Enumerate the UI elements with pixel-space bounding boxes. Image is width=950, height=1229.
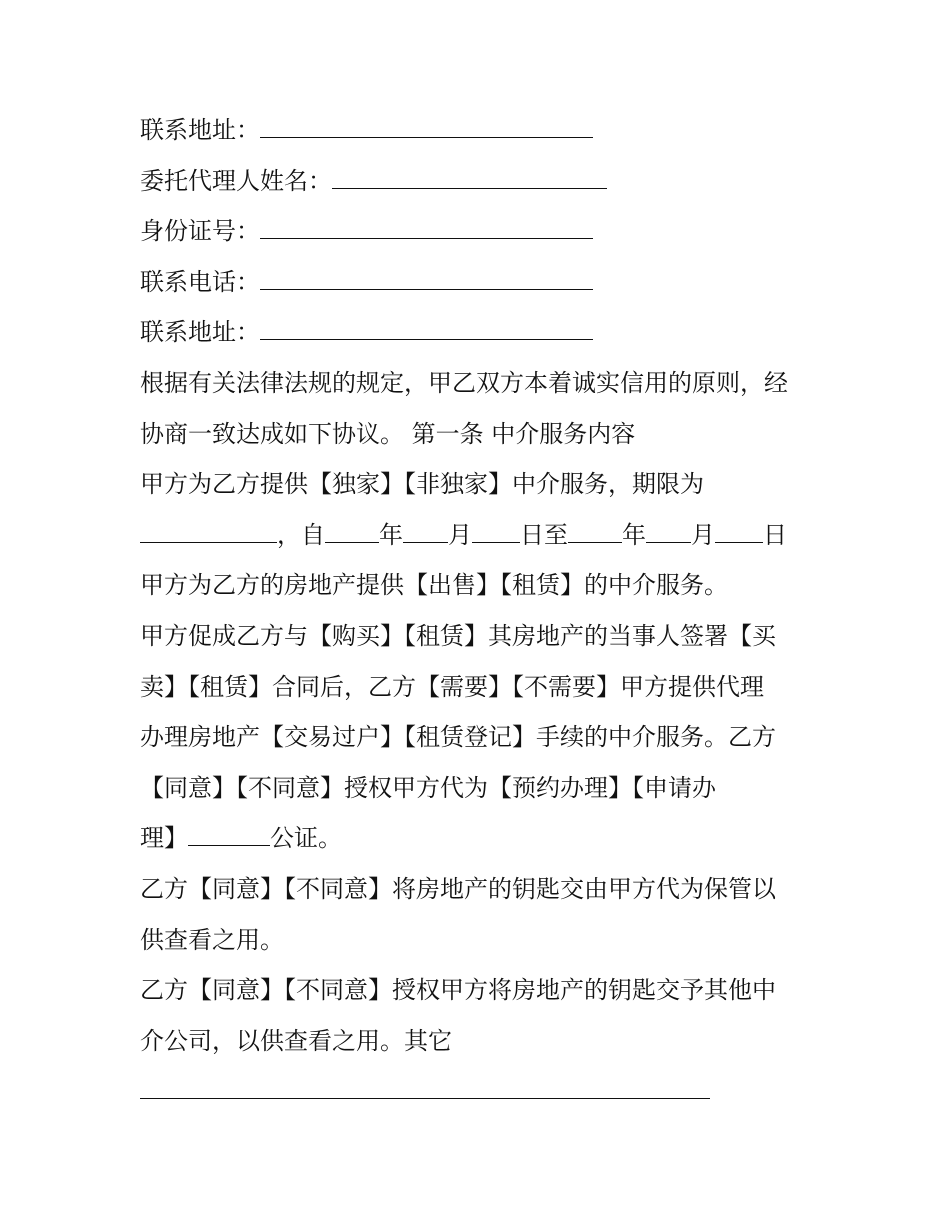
intro-line-2: 协商一致达成如下协议。 第一条 中介服务内容 xyxy=(140,419,636,448)
keys-line-2b: 介公司，以供查看之用。其它 xyxy=(140,1026,452,1055)
month-blank xyxy=(646,526,691,543)
id-number-label: 身份证号： xyxy=(140,217,260,246)
service-line-3b: 卖】【租赁】合同后，乙方【需要】【不需要】甲方提供代理 xyxy=(140,672,764,701)
notary-prefix: 理】 xyxy=(140,824,188,853)
phone-field xyxy=(140,257,820,308)
month-label: 月 xyxy=(448,520,472,549)
service-line-1: 甲方为乙方提供【独家】【非独家】中介服务，期限为 xyxy=(140,470,704,499)
intro-line-1: 根据有关法律法规的规定，甲乙双方本着诚实信用的原则，经 xyxy=(140,368,788,397)
agent-name-field xyxy=(140,156,820,207)
day-blank xyxy=(715,526,763,543)
day-blank xyxy=(472,526,520,543)
service-line-3d: 【同意】【不同意】授权甲方代为【预约办理】【申请办 xyxy=(140,773,716,802)
phone-label: 联系电话： xyxy=(140,267,260,296)
agent-name-blank xyxy=(332,172,607,189)
keys-line-1b: 供查看之用。 xyxy=(140,925,284,954)
agent-name-label: 委托代理人姓名： xyxy=(140,166,332,195)
year-blank xyxy=(325,526,379,543)
service-line-2: 甲方为乙方的房地产提供【出售】【租赁】的中介服务。 xyxy=(140,571,728,600)
id-number-field xyxy=(140,206,820,257)
year-label: 年 xyxy=(622,520,646,549)
keys-line-2a: 乙方【同意】【不同意】授权甲方将房地产的钥匙交予其他中 xyxy=(140,976,776,1005)
address-label: 联系地址： xyxy=(140,116,260,144)
keys-line-1a: 乙方【同意】【不同意】将房地产的钥匙交由甲方代为保管以 xyxy=(140,874,776,903)
address-blank xyxy=(260,121,593,138)
month-blank xyxy=(403,526,448,543)
year-label: 年 xyxy=(379,520,403,549)
year-blank xyxy=(568,526,622,543)
day-label: 日 xyxy=(763,520,787,549)
id-number-blank xyxy=(260,222,593,239)
other-terms-blank xyxy=(140,1082,710,1099)
period-blank xyxy=(140,526,277,543)
service-line-3e xyxy=(140,813,820,864)
month-label: 月 xyxy=(691,520,715,549)
period-from-text: ，自 xyxy=(277,520,325,549)
other-terms-line xyxy=(140,1066,820,1117)
service-line-3c: 办理房地产【交易过户】【租赁登记】手续的中介服务。乙方 xyxy=(140,723,776,752)
service-line-3a: 甲方促成乙方与【购买】【租赁】其房地产的当事人签署【买 xyxy=(140,621,776,650)
address-field-1 xyxy=(140,105,820,156)
address-field-2 xyxy=(140,307,820,358)
address-blank xyxy=(260,323,593,340)
notary-blank xyxy=(188,829,270,846)
service-period-line xyxy=(140,510,820,561)
contract-body xyxy=(140,105,820,1117)
phone-blank xyxy=(260,273,593,290)
day-to-label: 日至 xyxy=(520,520,568,549)
notary-suffix: 公证。 xyxy=(270,824,342,853)
address-label: 联系地址： xyxy=(140,318,260,347)
